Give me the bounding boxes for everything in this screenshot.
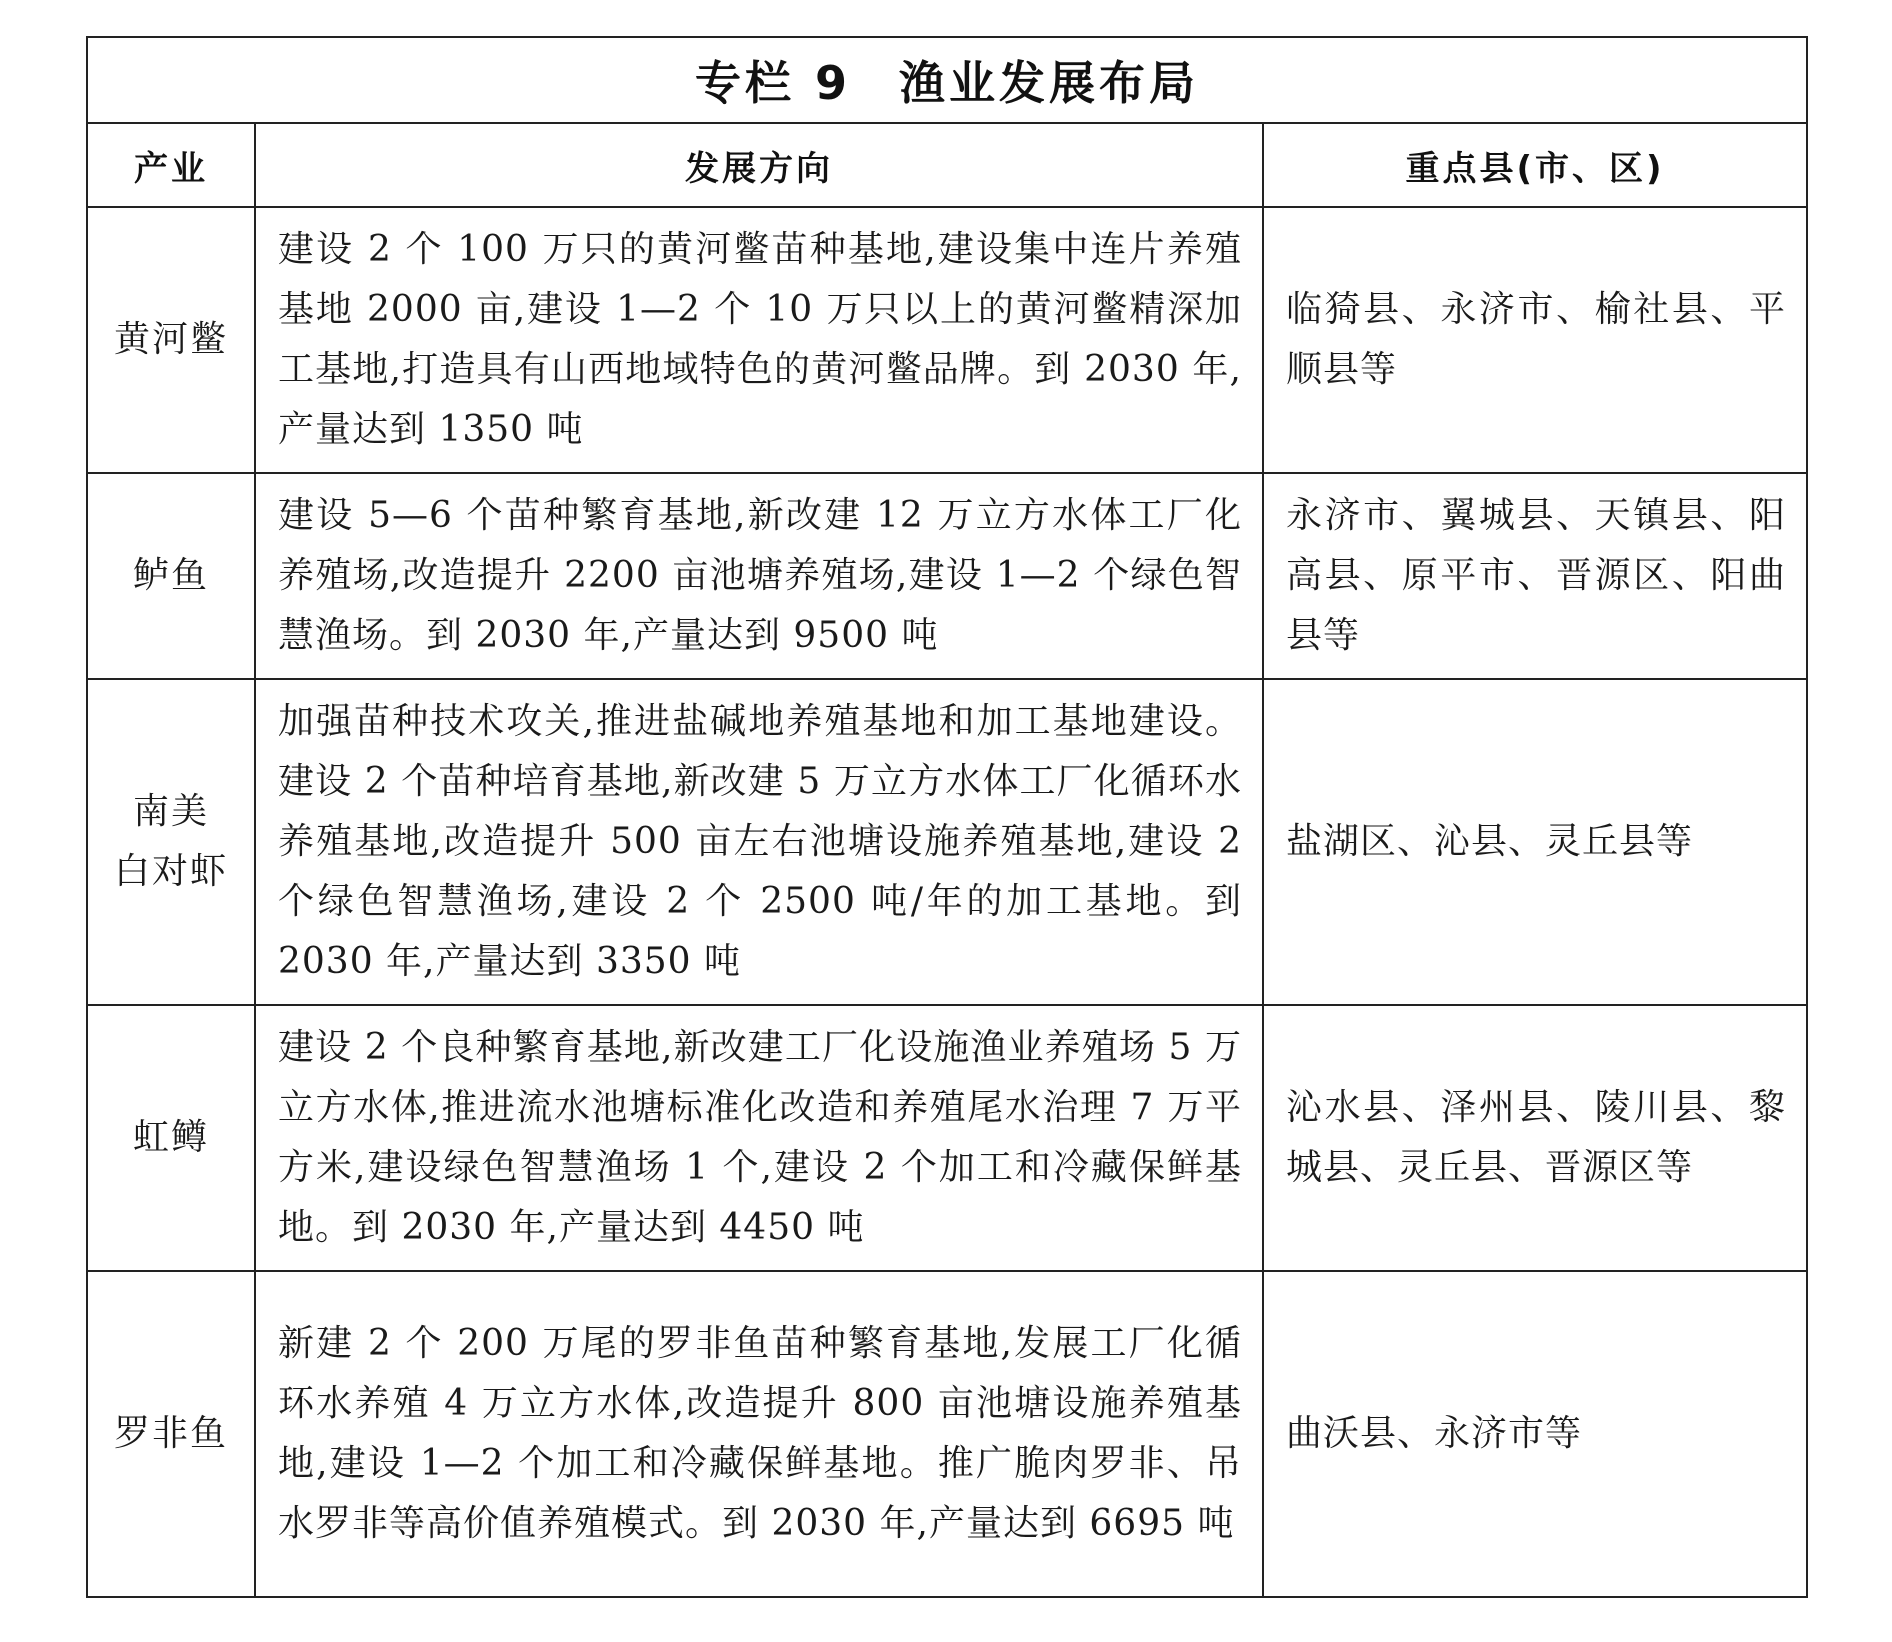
header-counties: 重点县(市、区): [1263, 123, 1807, 207]
table-row: [87, 473, 1807, 679]
header-industry: 产业: [87, 123, 255, 207]
table-row: [87, 207, 1807, 473]
industry-cell: [87, 679, 255, 1005]
industry-name: 罗非鱼: [113, 1413, 228, 1454]
header-row: [87, 123, 1807, 207]
direction-cell: 新建 2 个 200 万尾的罗非鱼苗种繁育基地,发展工厂化循环水养殖 4 万立方水体,改造提升 800 亩池塘设施养殖基地,建设 1—2 个加工和冷藏保鲜基地。推广脆肉罗非、吊水罗非等高价值养殖模式。到 2030 年,产量达到 6695 吨: [255, 1271, 1263, 1597]
counties-cell: 曲沃县、永济市等: [1263, 1271, 1807, 1597]
counties-cell: 沁水县、泽州县、陵川县、黎城县、灵丘县、晋源区等: [1263, 1005, 1807, 1271]
industry-name-line-1: 南美: [132, 791, 209, 832]
table-row: [87, 1005, 1807, 1271]
counties-cell: 盐湖区、沁县、灵丘县等: [1263, 679, 1807, 1005]
direction-cell: 建设 2 个良种繁育基地,新改建工厂化设施渔业养殖场 5 万立方水体,推进流水池塘标准化改造和养殖尾水治理 7 万平方米,建设绿色智慧渔场 1 个,建设 2 个加工和冷藏保鲜基地。到 2030 年,产量达到 4450 吨: [255, 1005, 1263, 1271]
industry-cell: [87, 1005, 255, 1271]
title-text: 渔业发展布局: [899, 56, 1200, 110]
table-row: [87, 1271, 1807, 1597]
counties-cell: 临猗县、永济市、榆社县、平顺县等: [1263, 207, 1807, 473]
fishery-layout-table-container: [86, 36, 1806, 1598]
industry-name: 黄河鳖: [113, 319, 228, 360]
table-row: [87, 679, 1807, 1005]
direction-cell: 建设 5—6 个苗种繁育基地,新改建 12 万立方水体工厂化养殖场,改造提升 2200 亩池塘养殖场,建设 1—2 个绿色智慧渔场。到 2030 年,产量达到 9500 吨: [255, 473, 1263, 679]
counties-cell: 永济市、翼城县、天镇县、阳高县、原平市、晋源区、阳曲县等: [1263, 473, 1807, 679]
fishery-layout-table: [86, 36, 1808, 1598]
industry-cell: [87, 1271, 255, 1597]
industry-cell: [87, 473, 255, 679]
direction-cell: 加强苗种技术攻关,推进盐碱地养殖基地和加工基地建设。建设 2 个苗种培育基地,新改建 5 万立方水体工厂化循环水养殖基地,改造提升 500 亩左右池塘设施养殖基地,建设 2 个绿色智慧渔场,建设 2 个 2500 吨/年的加工基地。到 2030 年,产量达到 3350 吨: [255, 679, 1263, 1005]
industry-name-line-2: 白对虾: [113, 851, 228, 892]
industry-name: 虹鳟: [132, 1117, 209, 1158]
column-label: 专栏 9: [694, 56, 852, 110]
header-direction: 发展方向: [255, 123, 1263, 207]
industry-name: 鲈鱼: [132, 555, 209, 596]
direction-cell: 建设 2 个 100 万只的黄河鳖苗种基地,建设集中连片养殖基地 2000 亩,建设 1—2 个 10 万只以上的黄河鳖精深加工基地,打造具有山西地域特色的黄河鳖品牌。到 2030 年,产量达到 1350 吨: [255, 207, 1263, 473]
table-title: [87, 37, 1807, 123]
title-row: [87, 37, 1807, 123]
industry-cell: [87, 207, 255, 473]
